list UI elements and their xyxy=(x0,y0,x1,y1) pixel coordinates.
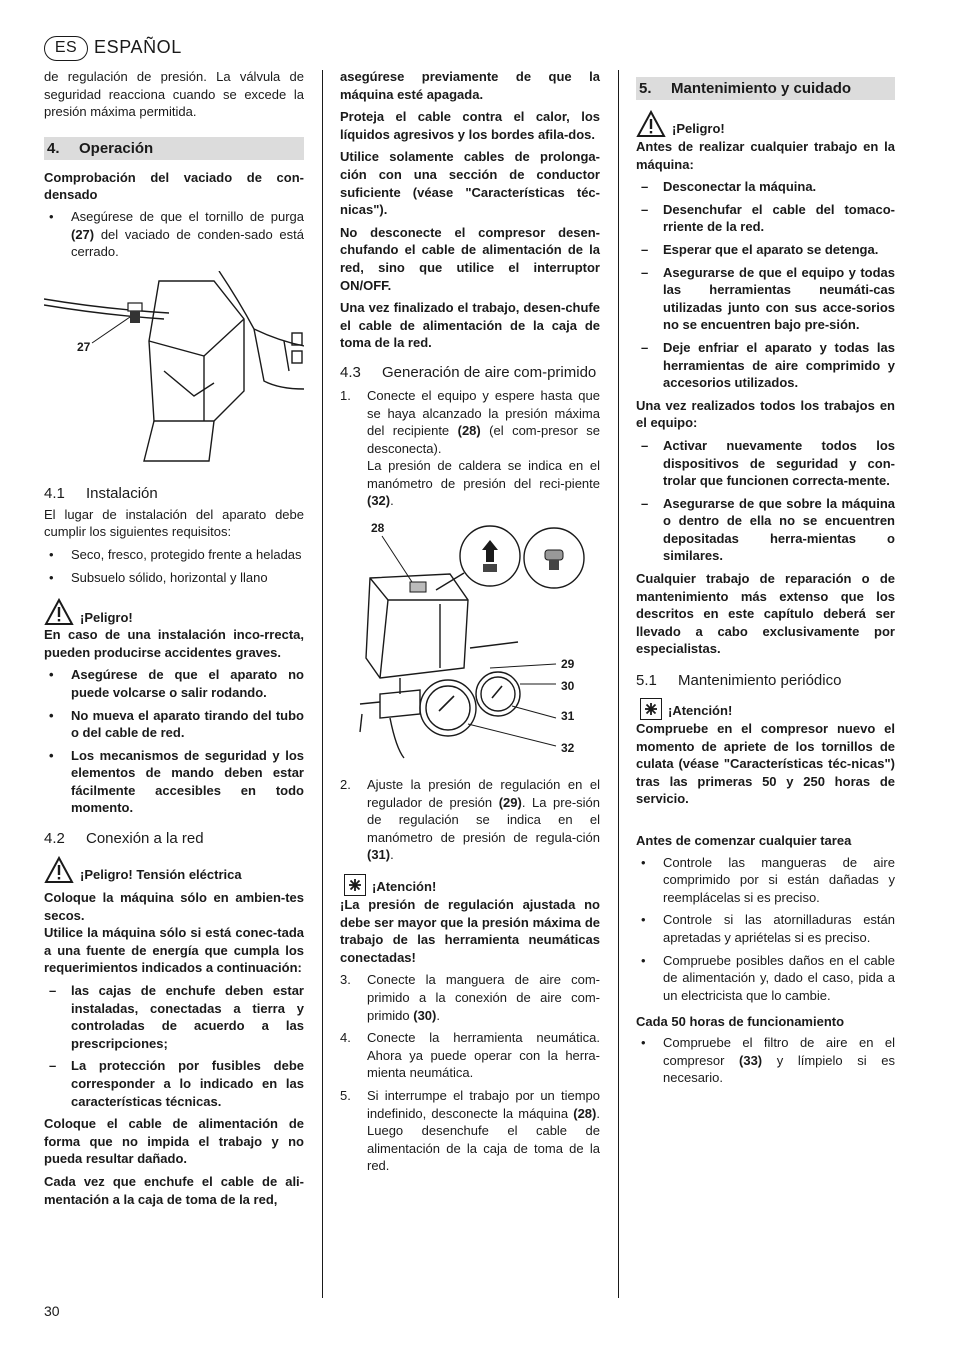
list-item: • Controle las mangueras de aire comprimido por si están dañadas y reemplácelas si es preciso. xyxy=(641,854,895,905)
intro-text: de regulación de presión. La válvula de seguridad reacciona cuando se excede la presión máxima permitida. xyxy=(44,69,304,120)
list-item: • Subsuelo sólido, horizontal y llano xyxy=(49,569,268,585)
warning-triangle-icon xyxy=(44,598,74,626)
attention-text: ¡La presión de regulación ajustada no debe ser mayor que la presión máxima de trabajo de las herramienta neumáticas conectadas! xyxy=(340,897,600,965)
warning-label: ¡Peligro! xyxy=(80,609,133,625)
figure-label: 27 xyxy=(77,339,91,354)
attention-text: Compruebe en el compresor nuevo el momento de apriete de los tornillos de culata (véase "Características téc-nicas") tras las primeras 50 y 250 horas de servicio. xyxy=(636,721,895,807)
paragraph: Coloque la máquina sólo en ambien-tes secos. xyxy=(44,890,304,923)
subheading-before-task: Antes de comenzar cualquier tarea xyxy=(636,833,852,848)
paragraph: Una vez finalizado el trabajo, desen-chufe el cable de alimentación de la caja de toma de la red. xyxy=(340,300,600,351)
subsection-heading-generacion: 4.3 Generación de aire com-primido xyxy=(340,363,597,381)
column-1 xyxy=(44,68,304,1208)
subsection-heading-instalacion: 4.1 Instalación xyxy=(44,484,158,502)
attention-label: ¡Atención! xyxy=(372,879,437,895)
paragraph: No desconecte el compresor desen-chufando el cable de alimentación de la red, sino que utilice el interruptor ON/OFF. xyxy=(340,224,600,293)
list-item: – La protección por fusibles debe corresponder a lo indicado en las características técnicas. xyxy=(49,1058,304,1109)
list-item: – Asegurarse de que el equipo y todas las herramientas neumáti-cas utilizadas junto con sus acce-sorios no se encuentren bajo pre-sión. xyxy=(641,264,895,333)
paragraph: asegúrese previamente de que la máquina esté apagada. xyxy=(340,69,600,102)
subsection-heading-mantenimiento-periodico: 5.1 Mantenimiento periódico xyxy=(636,672,842,690)
paragraph: Coloque el cable de alimentación de forma que no impida el trabajo y no pueda resultar dañado. xyxy=(44,1116,304,1167)
subsection-heading-conexion: 4.2 Conexión a la red xyxy=(44,830,204,848)
list-item: 5. Si interrumpe el trabajo por un tiempo indefinido, desconecte la máquina (28). Luego desenchufe el cable de alimentación de la caja de toma de la red. xyxy=(340,1087,600,1174)
warning-block xyxy=(636,110,895,138)
list-item: 4. Conecte la herramienta neumática. Ahora ya puede operar con la herra-mienta neumática. xyxy=(340,1030,600,1081)
list-item: 3. Conecte la manguera de aire com-primido a la conexión de aire com-primido (30). xyxy=(340,972,600,1023)
list-item: – Deje enfriar el aparato y todas las herramientas de aire comprimido y accesorios utilizados. xyxy=(641,339,895,391)
list-item: – Desenchufar el cable del tomaco-rriente de la red. xyxy=(641,201,895,235)
attention-icon xyxy=(344,874,366,896)
warning-triangle-icon xyxy=(44,856,74,884)
figure-label: 32 xyxy=(561,741,575,756)
list-item: • Los mecanismos de seguridad y los elementos de mando deben estar fácilmente accesibles en todo momento. xyxy=(49,747,304,816)
paragraph: Cada vez que enchufe el cable de ali-mentación a la caja de toma de la red, xyxy=(44,1173,304,1207)
figure-label: 30 xyxy=(561,679,575,694)
list-item: • Compruebe posibles daños en el cable de alimentación y, dado el caso, pida a un electricista que lo cambie. xyxy=(641,952,895,1003)
figure-label: 28 xyxy=(371,521,385,536)
page-number: 30 xyxy=(44,1303,60,1319)
list-item: • No mueva el aparato tirando del tubo o del cable de red. xyxy=(49,707,304,741)
list-item: – Desconectar la máquina. xyxy=(641,179,817,195)
paragraph: Utilice la máquina sólo si está conec-tada a una fuente de energía que cumpla los requerimientos indicados a continuación: xyxy=(44,925,304,976)
drain-screw-illustration xyxy=(44,271,304,471)
warning-block xyxy=(44,598,304,626)
figure-label: 29 xyxy=(561,657,575,672)
warning-label: ¡Peligro! Tensión eléctrica xyxy=(80,867,242,883)
figure-pressure-switch xyxy=(340,518,600,770)
paragraph: El lugar de instalación del aparato debe cumplir los siguientes requisitos: xyxy=(44,506,304,540)
attention-label: ¡Atención! xyxy=(668,703,733,719)
column-divider xyxy=(618,70,619,1298)
section-heading-mantenimiento: 5. Mantenimiento y cuidado xyxy=(636,77,895,100)
subheading-condensate: Comprobación del vaciado de con-densado xyxy=(44,169,304,203)
pressure-switch-illustration xyxy=(340,518,600,770)
warning-text: Antes de realizar cualquier trabajo en la máquina: xyxy=(636,139,895,172)
warning-label: ¡Peligro! xyxy=(672,121,725,137)
subheading-every-50h: Cada 50 horas de funcionamiento xyxy=(636,1014,845,1030)
list-item: • Asegúrese de que el tornillo de purga (27) del vaciado de conden-sado está cerrado. xyxy=(49,208,304,260)
section-number: 4. xyxy=(47,139,60,157)
attention-icon xyxy=(640,698,662,720)
attention-block xyxy=(340,874,600,896)
column-divider xyxy=(322,70,323,1298)
list-item: • Seco, fresco, protegido frente a heladas xyxy=(49,546,302,562)
warning-triangle-icon xyxy=(636,110,666,138)
list-item: – las cajas de enchufe deben estar instaladas, conectadas a tierra y controladas de acuerdo a las prescripciones; xyxy=(49,983,304,1051)
list-item: • Compruebe el filtro de aire en el compresor (33) y límpielo si es necesario. xyxy=(641,1034,895,1086)
paragraph: Utilice solamente cables de prolonga-ción con una sección de conductor suficiente (véase "Características téc-nicas"). xyxy=(340,149,600,218)
list-item: – Activar nuevamente todos los dispositivos de seguridad y con-trolar que funcionen correcta-mente. xyxy=(641,437,895,489)
page-header xyxy=(44,34,182,62)
paragraph: Una vez realizados todos los trabajos en el equipo: xyxy=(636,397,895,431)
paragraph: Proteja el cable contra el calor, los líquidos agresivos y los bordes afila-dos. xyxy=(340,109,600,142)
figure-label: 31 xyxy=(561,709,575,724)
section-title: Operación xyxy=(79,139,154,157)
figure-drain-screw xyxy=(44,271,304,471)
warning-text: En caso de una instalación inco-rrecta, pueden producirse accidentes graves. xyxy=(44,627,304,660)
attention-block xyxy=(636,698,895,720)
list-item: – Esperar que el aparato se detenga. xyxy=(641,241,879,257)
list-item: – Asegurarse de que sobre la máquina o dentro de ella no se encuentren depositadas herra-mientas o similares. xyxy=(641,495,895,564)
list-item: • Asegúrese de que el aparato no puede volcarse o salir rodando. xyxy=(49,667,304,700)
column-2 xyxy=(340,68,600,1180)
language-badge: ES xyxy=(44,36,88,61)
list-item: • Controle si las atornilladuras están apretadas y apriételas si es preciso. xyxy=(641,912,895,945)
list-item: 2. Ajuste la presión de regulación en el regulador de presión (29). La pre-sión de regulación se indica en el manómetro de presión de regula-ción (31). xyxy=(340,777,601,863)
list-item: 1. Conecte el equipo y espere hasta que se haya alcanzado la presión máxima del recipiente (28) (el com-presor se desconecta). La presión de caldera se indica en el manómetro de presión del reci-piente (32). xyxy=(340,387,600,509)
column-3 xyxy=(636,68,895,1092)
paragraph: Cualquier trabajo de reparación o de mantenimiento más extenso que los descritos en este capítulo deberá ser llevado a cabo exclusivamente por especialistas. xyxy=(636,571,895,657)
language-name: ESPAÑOL xyxy=(94,37,182,58)
section-heading-operacion xyxy=(44,137,304,160)
warning-block xyxy=(44,856,304,884)
